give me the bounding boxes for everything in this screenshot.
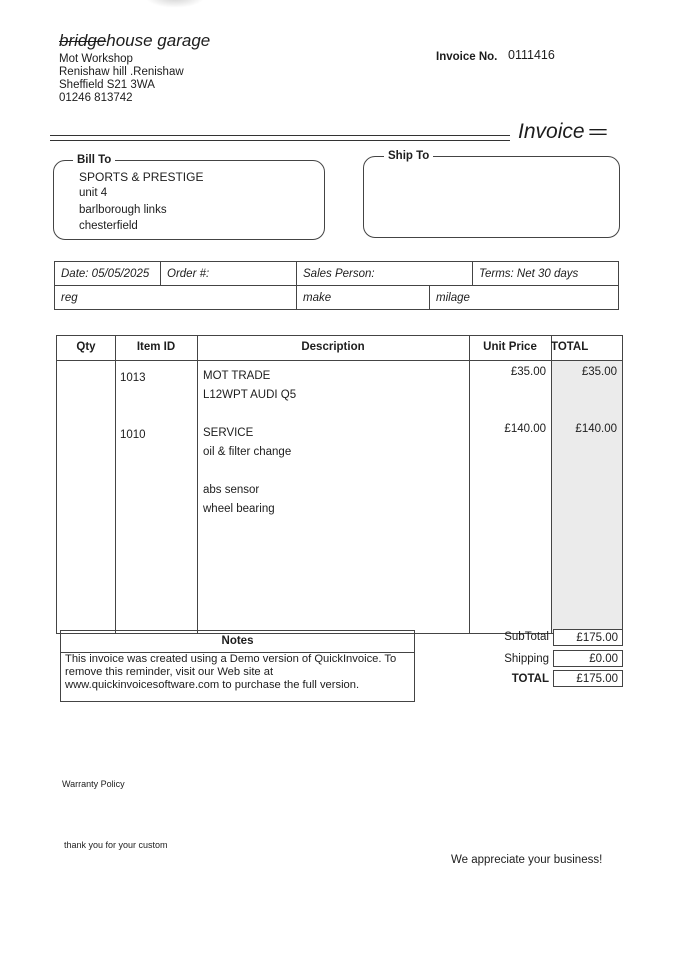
company-address-line: Renishaw hill .Renishaw (59, 66, 184, 78)
company-address-line: Mot Workshop (59, 53, 133, 65)
company-name: bridgehouse garage (59, 31, 211, 50)
header-item-id: Item ID (136, 341, 176, 353)
header-total: TOTAL (551, 341, 589, 353)
row-total: £35.00 (581, 366, 617, 378)
terms-cell: Terms: Net 30 days (473, 262, 619, 286)
notes-box (60, 630, 415, 702)
bill-to-line: barlborough links (79, 204, 167, 216)
ship-to-label: Ship To (384, 150, 433, 162)
subtotal-label: SubTotal (504, 631, 549, 643)
row-description-line: abs sensor (203, 484, 260, 496)
bill-to-label: Bill To (73, 154, 115, 166)
title-rule (50, 140, 510, 141)
scan-smudge (145, 0, 205, 8)
date-cell: Date: 05/05/2025 (55, 262, 161, 286)
header-qty: Qty (76, 341, 96, 353)
invoice-number: 0111416 (508, 48, 555, 62)
total-label: TOTAL (511, 673, 549, 685)
total-column-shade (551, 361, 622, 633)
title-rule (50, 135, 510, 136)
ship-to-box (363, 156, 620, 238)
items-table (56, 335, 623, 634)
row-unit-price: £140.00 (504, 423, 546, 435)
row-description-line: oil & filter change (203, 446, 292, 458)
milage-cell: milage (430, 286, 619, 310)
row-description-line: L12WPT AUDI Q5 (203, 389, 297, 401)
bill-to-line: unit 4 (79, 187, 108, 199)
row-item-id: 1010 (120, 429, 146, 441)
thank-you-note: thank you for your custom (64, 840, 168, 850)
order-number-cell: Order #: (161, 262, 297, 286)
invoice-number-label: Invoice No. (436, 51, 498, 63)
appreciation-message: We appreciate your business! (451, 854, 603, 866)
row-description-line: MOT TRADE (203, 370, 271, 382)
order-info-table (54, 261, 619, 310)
bill-to-line: SPORTS & PRESTIGE (79, 170, 204, 184)
notes-title: Notes (221, 635, 254, 647)
invoice-title: Invoice == (518, 120, 606, 143)
reg-cell: reg (55, 286, 297, 310)
row-description-line: wheel bearing (203, 503, 275, 515)
row-unit-price: £35.00 (510, 366, 546, 378)
subtotal-value: £175.00 (553, 629, 623, 646)
row-total: £140.00 (575, 423, 617, 435)
total-value: £175.00 (553, 670, 623, 687)
row-description-line: SERVICE (203, 427, 254, 439)
warranty-policy: Warranty Policy (62, 779, 125, 789)
sales-person-cell: Sales Person: (297, 262, 473, 286)
bill-to-line: chesterfield (79, 220, 138, 232)
header-unit-price: Unit Price (483, 341, 537, 353)
shipping-value: £0.00 (553, 650, 623, 667)
notes-text: This invoice was created using a Demo version of QuickInvoice. To remove this reminder, visit our Web site at www.quickinvoicesoftware.com to purchase the full version. (65, 653, 397, 691)
row-item-id: 1013 (120, 372, 146, 384)
company-address-line: Sheffield S21 3WA (59, 79, 155, 91)
make-cell: make (297, 286, 430, 310)
shipping-label: Shipping (504, 653, 549, 665)
header-description: Description (301, 341, 365, 353)
company-phone: 01246 813742 (59, 92, 133, 104)
